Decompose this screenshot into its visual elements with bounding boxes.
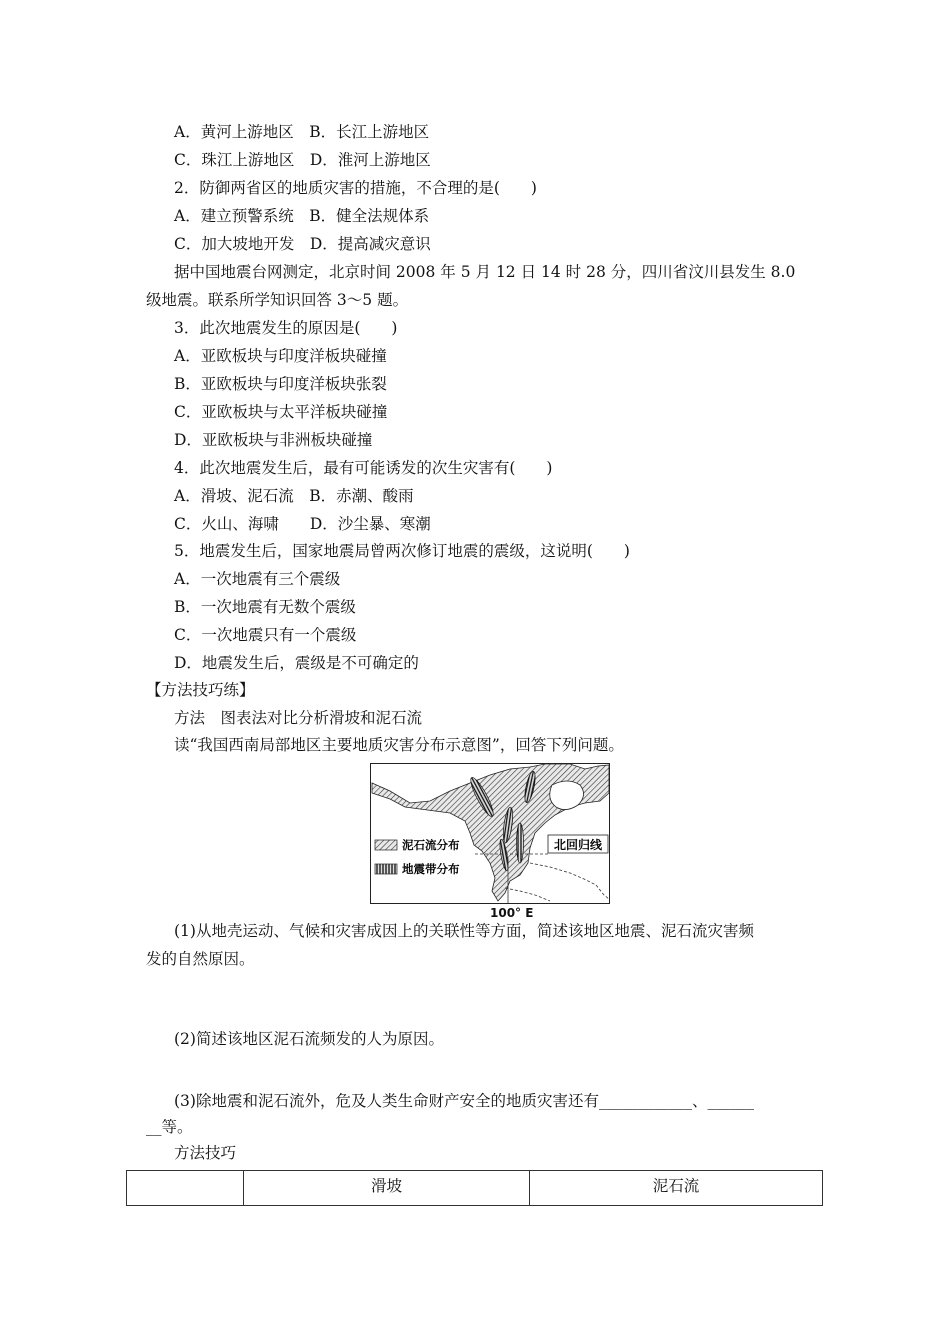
geologic-hazard-map bbox=[370, 763, 611, 908]
q4-options-cd: C．火山、海啸 D．沙尘暴、寒潮 bbox=[174, 515, 431, 533]
question-2: (2)简述该地区泥石流频发的人为原因。 bbox=[174, 1030, 444, 1048]
intro-3-5-line1: 据中国地震台网测定，北京时间 2008 年 5 月 12 日 14 时 28 分，四川省汶川县发生 8.0 bbox=[174, 263, 796, 281]
q5-option-a: A．一次地震有三个震级 bbox=[174, 570, 341, 588]
q5-option-c: C．一次地震只有一个震级 bbox=[174, 626, 357, 644]
tropic-label: 北回归线 bbox=[553, 838, 603, 852]
comparison-table bbox=[126, 1170, 823, 1206]
table-header-cell: 泥石流 bbox=[530, 1171, 823, 1206]
q3-option-c: C．亚欧板块与太平洋板块碰撞 bbox=[174, 403, 388, 421]
read-instruction: 读“我国西南局部地区主要地质灾害分布示意图”，回答下列问题。 bbox=[174, 736, 624, 754]
legend-quake-label: 地震带分布 bbox=[402, 862, 460, 876]
q2-options-ab: A．建立预警系统 B．健全法规体系 bbox=[174, 207, 430, 225]
table-header-row bbox=[127, 1171, 823, 1206]
question-1-line1: (1)从地壳运动、气候和灾害成因上的关联性等方面，简述该地区地震、泥石流灾害频 bbox=[174, 922, 754, 940]
q1-options-cd: C．珠江上游地区 D．淮河上游地区 bbox=[174, 151, 431, 169]
meridian-label: 100° E bbox=[490, 906, 534, 920]
method-tips-label: 方法技巧 bbox=[174, 1144, 237, 1162]
q2-stem: 2．防御两省区的地质灾害的措施，不合理的是( ) bbox=[174, 179, 537, 197]
question-3-line1: (3)除地震和泥石流外，危及人类生命财产安全的地质灾害还有____________、______ bbox=[174, 1092, 754, 1110]
q5-stem: 5．地震发生后，国家地震局曾两次修订地震的震级，这说明( ) bbox=[174, 542, 630, 560]
question-1-line2: 发的自然原因。 bbox=[146, 950, 255, 968]
q5-option-b: B．一次地震有无数个震级 bbox=[174, 598, 356, 616]
q4-options-ab: A．滑坡、泥石流 B．赤潮、酸雨 bbox=[174, 487, 414, 505]
q1-options-ab: A．黄河上游地区 B．长江上游地区 bbox=[174, 123, 430, 141]
quake-belt-4 bbox=[517, 823, 524, 863]
question-3-line2: __等。 bbox=[146, 1118, 193, 1136]
section-heading: 【方法技巧练】 bbox=[146, 681, 255, 699]
q3-option-d: D．亚欧板块与非洲板块碰撞 bbox=[174, 431, 373, 449]
table-header-cell bbox=[127, 1171, 244, 1206]
method-title: 方法 图表法对比分析滑坡和泥石流 bbox=[174, 709, 423, 727]
q3-option-b: B．亚欧板块与印度洋板块张裂 bbox=[174, 375, 387, 393]
q3-stem: 3．此次地震发生的原因是( ) bbox=[174, 319, 398, 337]
q5-option-d: D．地震发生后，震级是不可确定的 bbox=[174, 654, 419, 672]
intro-3-5-line2: 级地震。联系所学知识回答 3～5 题。 bbox=[146, 291, 409, 309]
q2-options-cd: C．加大坡地开发 D．提高减灾意识 bbox=[174, 235, 431, 253]
q4-stem: 4．此次地震发生后，最有可能诱发的次生灾害有( ) bbox=[174, 459, 553, 477]
table-header-cell: 滑坡 bbox=[244, 1171, 530, 1206]
legend-debris-label: 泥石流分布 bbox=[402, 838, 460, 852]
q3-option-a: A．亚欧板块与印度洋板块碰撞 bbox=[174, 347, 387, 365]
